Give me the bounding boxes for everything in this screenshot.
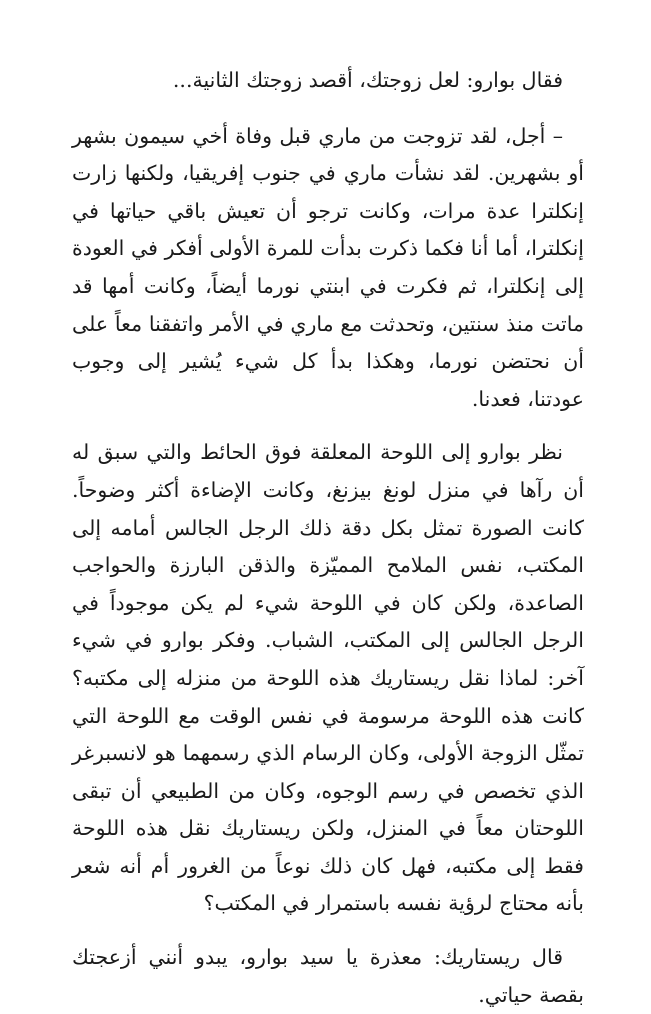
paragraph-portrait-description: نظر بوارو إلى اللوحة المعلقة فوق الحائط والتي سبق له أن رآها في منزل لونغ بيزنغ، وكانت الإضاءة أكثر وضوحاً. كانت الصورة تمثل بكل دقة ذلك الرجل الجالس أمامه إلى المكتب، نفس الملامح المميّزة والذقن البارزة والحواجب الصاعدة، ولكن كان في اللوحة شيء لم يكن موجوداً في الرجل الجالس إلى المكتب، الشباب. وفكر بوارو في شيء آخر: لماذا نقل ريستاريك هذه اللوحة من منزله إلى مكتبه؟ كانت هذه اللوحة مرسومة في نفس الوقت مع اللوحة التي تمثّل الزوجة الأولى، وكان الرسام الذي رسمهما هو لانسبرغر الذي تخصص في رسم الوجوه، وكان من الطبيعي أن تبقى اللوحتان معاً في المنزل، ولكن ريستاريك نقل هذه اللوحة فقط إلى مكتبه، فهل كان ذلك نوعاً من الغرور أم أنه شعر بأنه محتاج لرؤية نفسه باستمرار في المكتب؟ — [72, 440, 584, 916]
book-page — [72, 62, 584, 1014]
paragraph-restarick-reply: – أجل، لقد تزوجت من ماري قبل وفاة أخي سيمون بشهر أو بشهرين. لقد نشأت ماري في جنوب إفريقيا، ولكنها زارت إنكلترا عدة مرات، وكانت ترجو أن تعيش باقي حياتها في إنكلترا، أما أنا فكما ذكرت بدأت للمرة الأولى أفكر في العودة إلى إنكلترا، ثم فكرت في ابنتي نورما أيضاً، وكانت أمها قد ماتت منذ سنتين، وتحدثت مع ماري في الأمر واتفقنا معاً على أن نحتضن نورما، وهكذا بدأ كل شيء يُشير إلى وجوب عودتنا، فعدنا. — [72, 123, 584, 411]
paragraph-poirot-question: فقال بوارو: لعل زوجتك، أقصد زوجتك الثانية... — [172, 68, 563, 92]
paragraph-restarick-apology: قال ريستاريك: معذرة يا سيد بوارو، يبدو أنني أزعجتك بقصة حياتي. — [72, 945, 584, 1007]
